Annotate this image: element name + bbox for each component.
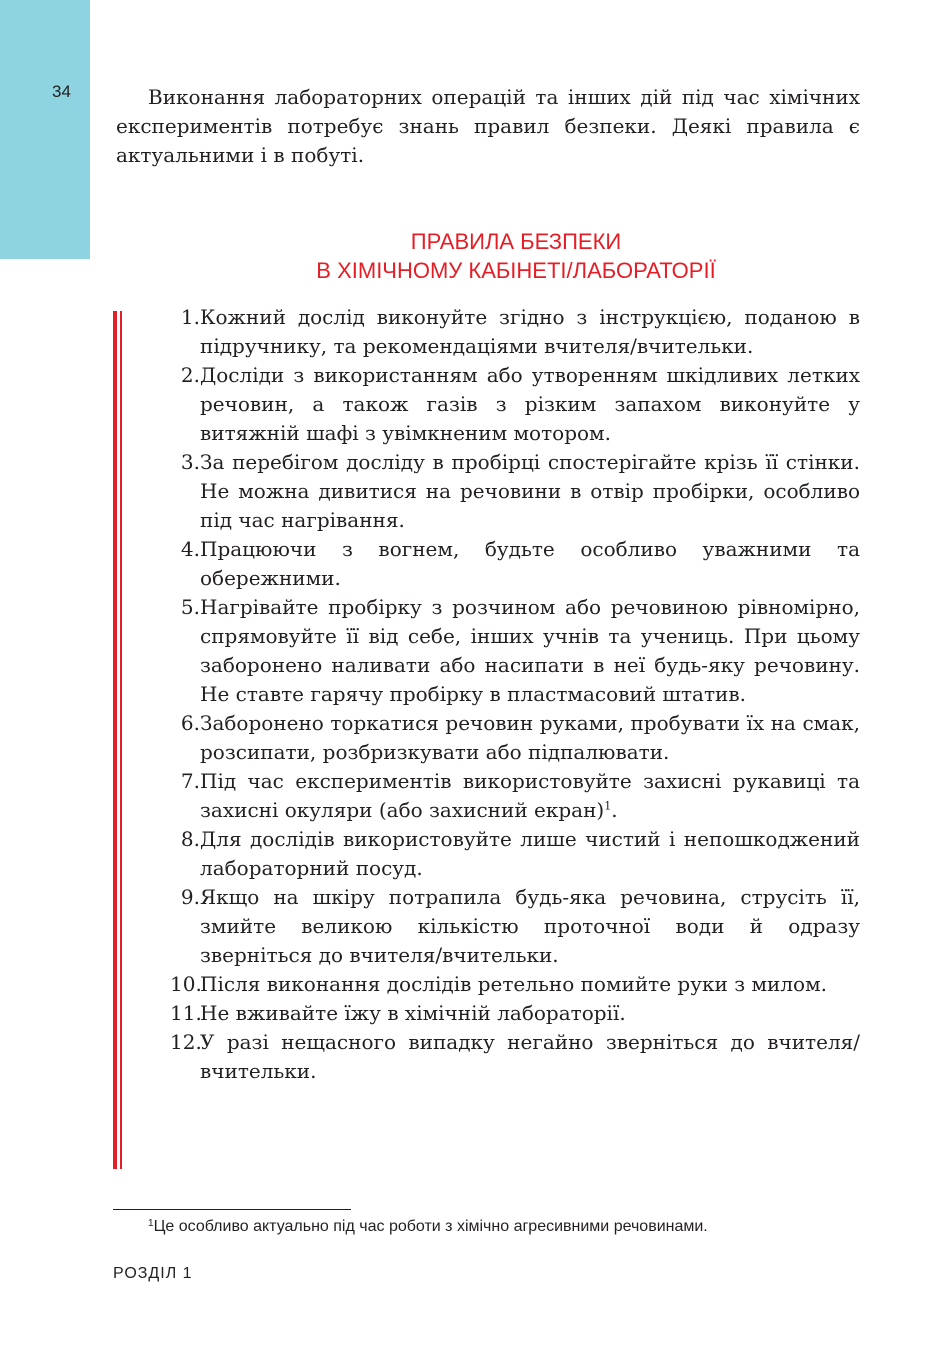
rule-item <box>152 883 860 970</box>
rule-text: Якщо на шкіру потрапила будь-яка речовина, струсіть її, змийте великою кількістю проточної води й одразу зверніться до вчителя/вчительки. <box>200 885 860 967</box>
rule-text: Працюючи з вогнем, будьте особливо уважними та обережними. <box>200 537 860 590</box>
footnote-mark: 1 <box>148 1218 154 1229</box>
rules-accent-bar-thin <box>120 311 122 1169</box>
rule-text: Після виконання дослідів ретельно помийте руки з милом. <box>200 972 828 996</box>
rule-item <box>152 999 860 1028</box>
rule-number: 7. <box>180 769 200 793</box>
rule-number: 12. <box>170 1030 202 1054</box>
rule-number: 1. <box>180 305 200 329</box>
rule-item <box>152 593 860 709</box>
rule-item <box>152 970 860 999</box>
rule-text: Нагрівайте пробірку з розчином або речовиною рівномірно, спрямовуйте її від себе, інших учнів та учениць. При цьому заборонено наливати або насипати в неї будь-яку речовину. Не ставте гарячу пробірку в пластмасовий штатив. <box>200 595 860 706</box>
rule-text-end: . <box>611 798 618 822</box>
footnote-reference: 1 <box>604 799 612 813</box>
rule-number: 4. <box>180 537 200 561</box>
rule-text: За перебігом досліду в пробірці спостерігайте крізь її стінки. Не можна дивитися на речовини в отвір пробірки, особливо під час нагрівання. <box>200 450 860 532</box>
rule-item <box>152 303 860 361</box>
rule-number: 2. <box>180 363 200 387</box>
rule-text: У разі нещасного випадку негайно зверніться до вчителя/вчительки. <box>200 1030 860 1083</box>
rule-item <box>152 767 860 825</box>
intro-paragraph: Виконання лабораторних операцій та інших дій під час хімічних експериментів потребує знань правил безпеки. Деякі правила є актуальними і в побуті. <box>116 85 860 167</box>
rule-text <box>200 767 860 825</box>
rule-item <box>152 535 860 593</box>
rule-number: 9. <box>180 885 200 909</box>
rule-text: Заборонено торкатися речовин руками, пробувати їх на смак, розсипати, розбризкувати або підпалювати. <box>200 711 860 764</box>
rule-number: 3. <box>180 450 200 474</box>
footnote <box>148 1217 708 1237</box>
footnote-text: Це особливо актуально під час роботи з хімічно агресивними речовинами. <box>153 1218 708 1235</box>
heading-line-2: В ХІМІЧНОМУ КАБІНЕТІ/ЛАБОРАТОРІЇ <box>316 258 716 283</box>
rule-item <box>152 1028 860 1086</box>
rule-text: Не вживайте їжу в хімічній лабораторії. <box>200 1001 626 1025</box>
rule-number: 10. <box>170 972 202 996</box>
heading-line-1: ПРАВИЛА БЕЗПЕКИ <box>410 229 622 254</box>
rule-text-main: Під час експериментів використовуйте захисні рукавиці та захисні окуляри (або захисний екран) <box>200 769 860 822</box>
rule-item <box>152 448 860 535</box>
section-heading <box>90 227 942 285</box>
rule-item <box>152 709 860 767</box>
side-tab <box>0 0 90 259</box>
rule-number: 11. <box>170 1001 202 1025</box>
rules-accent-bar <box>113 311 117 1169</box>
rule-number: 6. <box>180 711 200 735</box>
rule-text: Досліди з використанням або утворенням шкідливих летких речовин, а також газів з різким запахом виконуйте у витяжній шафі з увімкненим мотором. <box>200 363 860 445</box>
footnote-divider <box>113 1209 351 1210</box>
rule-number: 8. <box>180 827 200 851</box>
section-label: РОЗДІЛ 1 <box>113 1265 193 1282</box>
rule-text: Для дослідів використовуйте лише чистий і непошкоджений лабораторний посуд. <box>200 827 860 880</box>
safety-rules-list <box>152 303 860 1086</box>
rule-text: Кожний дослід виконуйте згідно з інструкцією, поданою в підручнику, та рекомендаціями вчителя/вчительки. <box>200 305 860 358</box>
page-number: 34 <box>52 82 71 101</box>
rule-item <box>152 361 860 448</box>
rule-number: 5. <box>180 595 200 619</box>
rule-item <box>152 825 860 883</box>
